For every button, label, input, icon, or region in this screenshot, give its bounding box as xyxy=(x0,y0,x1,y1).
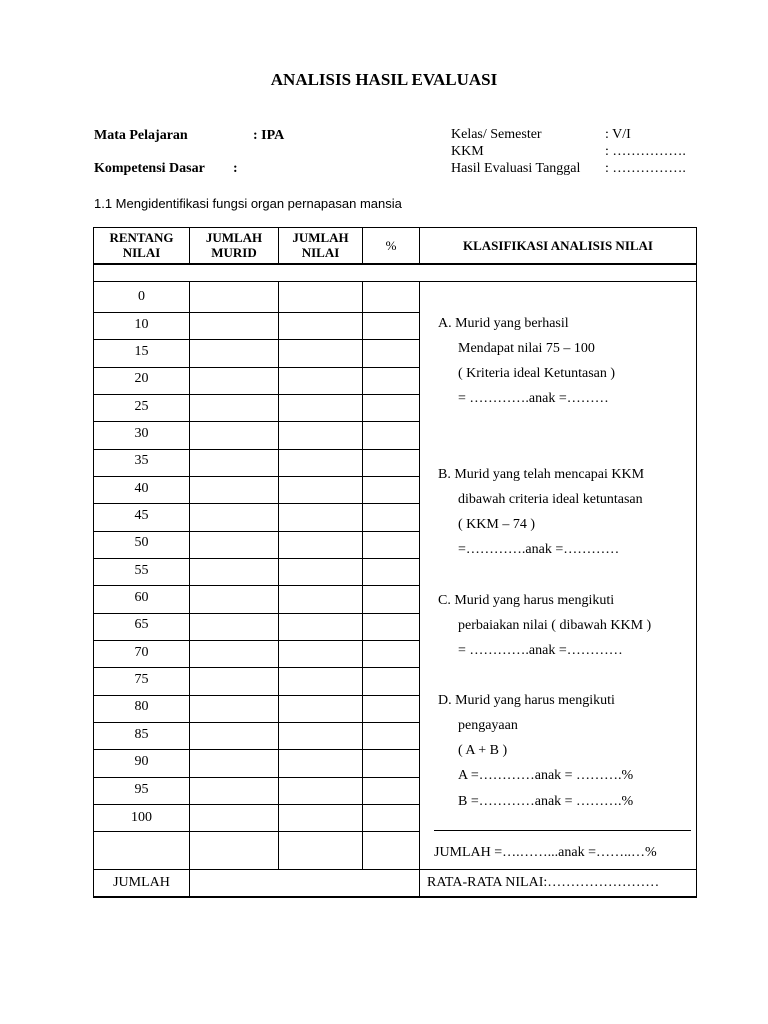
row-value: 15 xyxy=(134,344,149,359)
row-value: 85 xyxy=(134,727,149,742)
hasil-label: Hasil Evaluasi Tanggal xyxy=(451,161,581,176)
header-jumlah-murid: JUMLAH MURID xyxy=(205,230,263,260)
klasifikasi-jumlah: JUMLAH =….……...anak =……..…% xyxy=(434,845,657,860)
row-value: 35 xyxy=(134,453,149,468)
row-value: 20 xyxy=(134,371,149,386)
kkm-label: KKM xyxy=(451,144,484,159)
row-value: 10 xyxy=(134,317,149,332)
mata-pelajaran-value: : IPA xyxy=(253,128,285,143)
header-rentang: RENTANG NILAI xyxy=(109,230,174,260)
header-jumlah-nilai: JUMLAH NILAI xyxy=(292,230,349,260)
header-klasifikasi: KLASIFIKASI ANALISIS NILAI xyxy=(462,238,653,253)
row-value: 75 xyxy=(134,672,149,687)
row-value: 55 xyxy=(134,563,149,578)
row-value: 45 xyxy=(134,508,149,523)
row-value: 60 xyxy=(134,590,149,605)
kompetensi-label: Kompetensi Dasar xyxy=(94,161,205,176)
row-value: 70 xyxy=(134,645,149,660)
kelas-value: : V/I xyxy=(605,127,631,142)
row-value: 65 xyxy=(134,617,149,632)
kompetensi-colon: : xyxy=(233,161,238,176)
jumlah-label: JUMLAH xyxy=(113,875,170,890)
mata-pelajaran-label: Mata Pelajaran xyxy=(94,128,188,143)
row-value: 25 xyxy=(134,399,149,414)
rata-rata-nilai: RATA-RATA NILAI:…………………… xyxy=(427,875,660,890)
row-value: 80 xyxy=(134,699,149,714)
row-value: 0 xyxy=(138,289,145,304)
row-value: 100 xyxy=(131,810,152,825)
row-value: 40 xyxy=(134,481,149,496)
hasil-value: : ……………. xyxy=(605,161,686,176)
row-value: 90 xyxy=(134,754,149,769)
row-value: 30 xyxy=(134,426,149,441)
header-persen: % xyxy=(385,238,397,253)
page-title: ANALISIS HASIL EVALUASI xyxy=(270,70,498,89)
kkm-value: : ……………. xyxy=(605,144,686,159)
row-value: 95 xyxy=(134,782,149,797)
kd-text: 1.1 Mengidentifikasi fungsi organ pernapasan mansia xyxy=(94,196,402,211)
kelas-label: Kelas/ Semester xyxy=(451,127,542,142)
row-value: 50 xyxy=(134,535,149,550)
